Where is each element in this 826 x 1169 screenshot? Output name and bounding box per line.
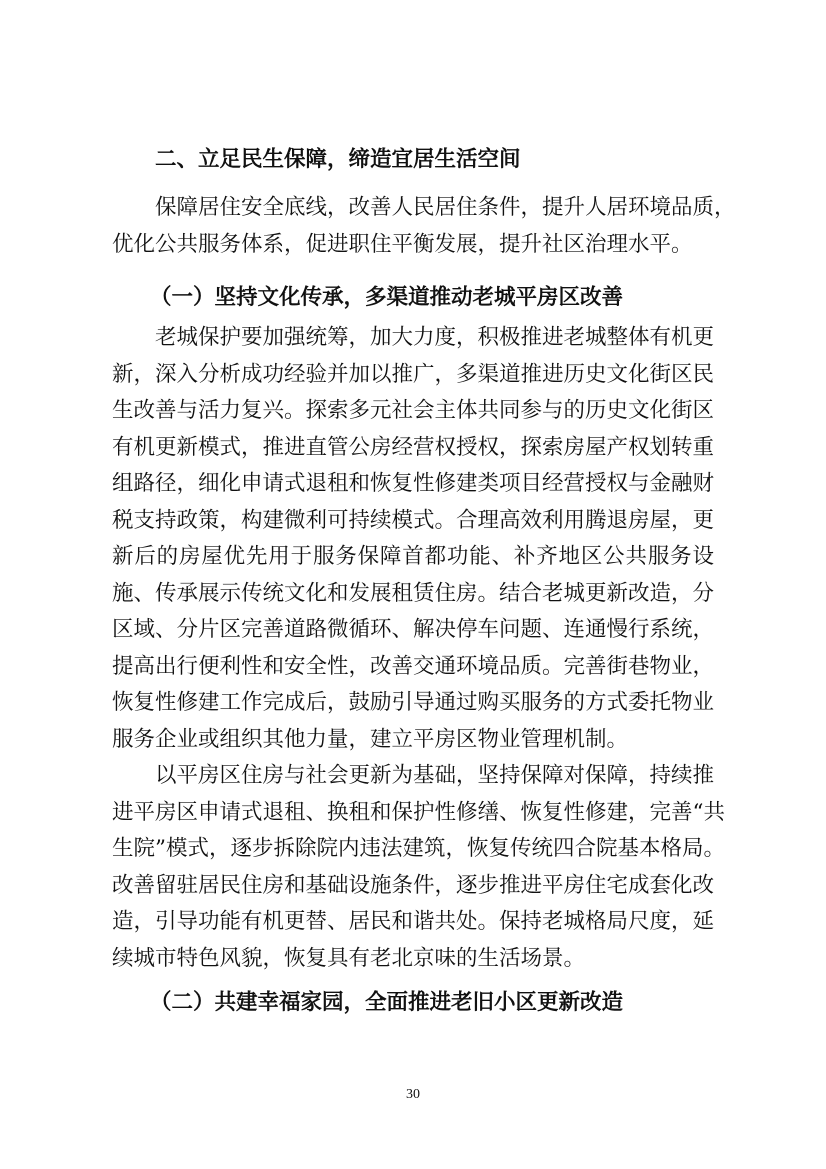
text-line: 组路径，细化申请式退租和恢复性修建类项目经营授权与金融财 [112,471,715,496]
section1-paragraph-1 [112,320,714,758]
text-line: 有机更新模式，推进直管公房经营权授权，探索房屋产权划转重 [112,434,715,460]
text-line: 新后的房屋优先用于服务保障首都功能、补齐地区公共服务设 [112,544,714,569]
text-line: 优化公共服务体系，促进职住平衡发展，提升社区治理水平。 [112,231,693,257]
section-heading-1: （一）坚持文化传承，多渠道推动老城平房区改善 [150,285,624,310]
text-line: 保障居住安全底线，改善人民居住条件，提升人居环境品质， [155,195,736,220]
text-line: 进平房区申请式退租、换租和保护性修缮、恢复性修建，完善“共 [112,799,725,825]
intro-paragraph [112,190,736,263]
section-heading-2: （二）共建幸福家园，全面推进老旧小区更新改造 [150,990,624,1015]
text-line: 服务企业或组织其他力量，建立平房区物业管理机制。 [112,726,629,752]
text-line: 以平房区住房与社会更新为基础，坚持保障对保障，持续推 [155,763,715,788]
text-line: 生改善与活力复兴。探索多元社会主体共同参与的历史文化街区 [112,398,715,423]
text-line: 造，引导功能有机更替、居民和谐共处。保持老城格局尺度，延 [112,909,715,934]
page-number: 30 [406,1087,420,1102]
text-line: 税支持政策，构建微利可持续模式。合理高效利用腾退房屋，更 [112,507,715,533]
text-line: 恢复性修建工作完成后，鼓励引导通过购买服务的方式委托物业 [112,690,715,715]
text-line: 续城市特色风貌，恢复具有老北京味的生活场景。 [112,945,586,971]
text-line: 施、传承展示传统文化和发展租赁住房。结合老城更新改造，分 [112,580,715,606]
chapter-heading: 二、立足民生保障，缔造宜居生活空间 [155,147,521,172]
text-line: 老城保护要加强统筹，加大力度，积极推进老城整体有机更 [155,325,715,350]
text-line: 生院”模式，逐步拆除院内违法建筑，恢复传统四合院基本格局。 [112,836,725,861]
text-line: 提高出行便利性和安全性，改善交通环境品质。完善街巷物业， [112,653,715,679]
text-line: 改善留驻居民住房和基础设施条件，逐步推进平房住宅成套化改 [112,872,715,898]
text-line: 区域、分片区完善道路微循环、解决停车问题、连通慢行系统， [112,617,715,642]
section1-paragraph-2 [112,758,725,977]
text-line: 新，深入分析成功经验并加以推广，多渠道推进历史文化街区民 [112,361,715,387]
